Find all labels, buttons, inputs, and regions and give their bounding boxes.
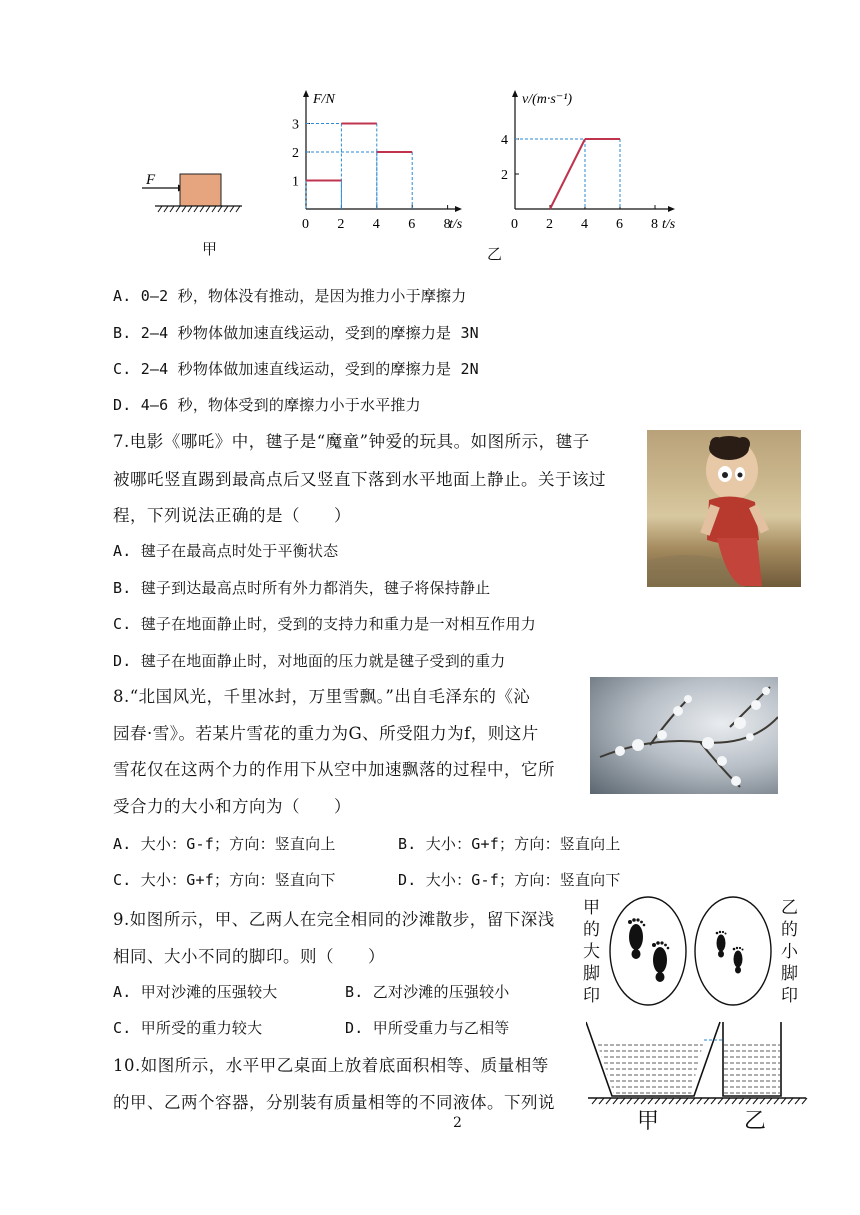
q8-line-2: 园春·雪》。若某片雪花的重力为G、所受阻力为f，则这片	[113, 724, 539, 743]
right-caption-char: 脚	[781, 964, 798, 984]
x-axis-label: t/s	[449, 217, 463, 232]
x-tick-label: 6	[408, 217, 416, 232]
q8-option-a: A. 大小：G-f；方向：竖直向上	[113, 835, 336, 853]
yi-label: 乙	[487, 245, 503, 263]
q8-option-c: C. 大小：G+f；方向：竖直向下	[113, 871, 336, 889]
right-caption-char: 乙	[781, 898, 798, 918]
footprint-caption-right	[781, 897, 801, 1007]
q6-option-d: D. 4—6 秒，物体受到的摩擦力小于水平推力	[113, 396, 421, 414]
jia-label: 甲	[202, 240, 218, 258]
x-tick-label: 6	[616, 217, 623, 232]
q7-option-c: C. 毽子在地面静止时，受到的支持力和重力是一对相互作用力	[113, 615, 536, 633]
force-time-chart	[280, 85, 480, 235]
right-caption-char: 小	[781, 942, 798, 962]
container-jia-label: 甲	[637, 1109, 660, 1134]
y-axis-arrow	[303, 90, 309, 97]
q7-option-d: D. 毽子在地面静止时，对地面的压力就是毽子受到的重力	[113, 652, 506, 670]
y-tick-label: 3	[292, 117, 299, 133]
block	[180, 174, 221, 206]
q7-option-b: B. 毽子到达最高点时所有外力都消失，毽子将保持静止	[113, 579, 491, 597]
q10-line-2: 的甲、乙两个容器，分别装有质量相等的不同液体。下列说	[113, 1093, 555, 1112]
force-label: F	[146, 172, 156, 188]
containers-figure	[586, 1018, 810, 1108]
q8-line-3: 雪花仅在这两个力的作用下从空中加速飘落的过程中，它所	[113, 760, 555, 779]
q9-option-a: A. 甲对沙滩的压强较大	[113, 983, 278, 1001]
q6-option-c: C. 2—4 秒物体做加速直线运动，受到的摩擦力是 2N	[113, 360, 479, 378]
left-caption-char: 脚	[583, 964, 600, 984]
x-axis-arrow	[668, 206, 675, 212]
left-caption-char: 甲	[583, 898, 600, 918]
x-tick-label: 0	[302, 217, 309, 232]
q8-option-d: D. 大小：G-f；方向：竖直向下	[398, 871, 621, 889]
block-diagram	[140, 168, 250, 218]
y-axis-label: v/(m·s⁻¹)	[522, 92, 573, 107]
right-caption-char: 的	[781, 920, 798, 940]
page-number: 2	[453, 1115, 462, 1131]
series-segment	[550, 139, 585, 209]
liquid-jia	[596, 1040, 704, 1094]
snow-photo-art	[590, 677, 778, 794]
y-tick-label: 4	[501, 133, 508, 148]
y-tick-label: 2	[292, 146, 299, 161]
x-tick-label: 4	[581, 217, 588, 232]
left-caption-char: 的	[583, 920, 600, 940]
y-tick-label: 1	[292, 174, 299, 190]
q9-option-c: C. 甲所受的重力较大	[113, 1019, 263, 1037]
big-footprint-oval	[610, 897, 686, 1005]
q8-option-b: B. 大小：G+f；方向：竖直向上	[398, 835, 621, 853]
snow-photo	[590, 677, 778, 794]
q9-option-b: B. 乙对沙滩的压强较小	[345, 983, 510, 1001]
q8-line-1: 8.“北国风光，千里冰封，万里雪飘。”出自毛泽东的《沁	[113, 687, 531, 706]
block-diagram-svg	[140, 168, 250, 218]
table-hatch	[592, 1098, 807, 1104]
liquid-yi	[724, 1040, 780, 1094]
q10-line-1: 10.如图所示，水平甲乙桌面上放着底面积相等、质量相等	[113, 1056, 549, 1075]
q7-line-3: 程，下列说法正确的是（ ）	[113, 506, 351, 525]
y-axis-arrow	[512, 90, 518, 97]
right-caption-char: 印	[781, 986, 798, 1006]
y-axis-label: F/N	[313, 92, 335, 107]
x-tick-label: 2	[337, 217, 345, 232]
q9-option-d: D. 甲所受重力与乙相等	[345, 1019, 510, 1037]
x-tick-label: 8	[443, 217, 451, 232]
x-axis-arrow	[455, 206, 462, 212]
x-tick-label: 8	[651, 217, 658, 232]
x-tick-label: 4	[372, 217, 380, 232]
q9-line-1: 9.如图所示，甲、乙两人在完全相同的沙滩散步，留下深浅	[113, 910, 555, 929]
y-tick-label: 2	[501, 168, 508, 183]
ground-hatch	[158, 206, 240, 212]
nezha-photo-art	[647, 430, 801, 587]
container-yi-label: 乙	[744, 1109, 767, 1134]
small-footprint-oval	[695, 897, 771, 1005]
q6-option-a: A. 0—2 秒，物体没有推动，是因为推力小于摩擦力	[113, 287, 467, 305]
x-tick-label: 2	[546, 217, 553, 232]
q8-line-4: 受合力的大小和方向为（ ）	[113, 797, 351, 816]
q7-line-2: 被哪吒竖直踢到最高点后又竖直下落到水平地面上静止。关于该过	[113, 470, 606, 489]
x-tick-label: 0	[511, 217, 518, 232]
q9-line-2: 相同、大小不同的脚印。则（ ）	[113, 947, 385, 966]
q7-option-a: A. 毽子在最高点时处于平衡状态	[113, 542, 339, 560]
q6-option-b: B. 2—4 秒物体做加速直线运动，受到的摩擦力是 3N	[113, 324, 479, 342]
left-caption-char: 印	[583, 986, 600, 1006]
footprint-caption-left	[583, 897, 603, 1007]
nezha-photo	[647, 430, 801, 587]
x-axis-label: t/s	[662, 217, 676, 232]
footprints-figure	[606, 895, 782, 1010]
velocity-time-chart	[490, 85, 700, 235]
q7-line-1: 7.电影《哪吒》中，毽子是“魔童”钟爱的玩具。如图所示，毽子	[113, 432, 590, 451]
left-caption-char: 大	[583, 942, 600, 962]
